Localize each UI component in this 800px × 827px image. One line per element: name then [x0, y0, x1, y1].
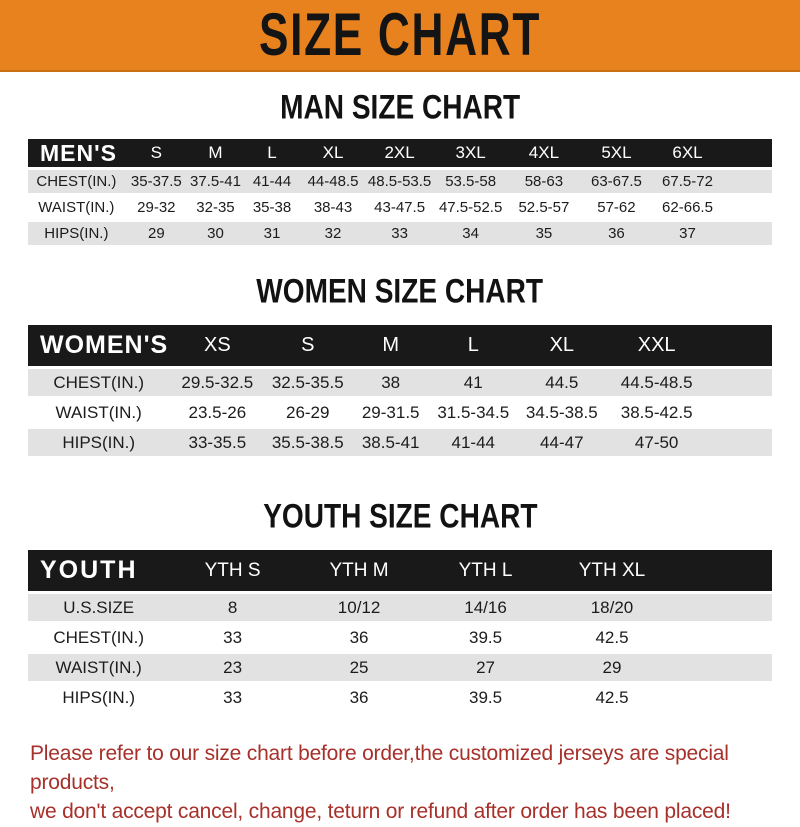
measurement-value-cell: 47-50	[608, 429, 705, 456]
measurement-value-cell: 32	[301, 222, 365, 245]
measurement-value-cell: 25	[296, 654, 422, 681]
measurement-value-cell: 31	[243, 222, 301, 245]
measurement-value-cell: 31.5-34.5	[431, 399, 515, 426]
size-column-header: L	[431, 325, 515, 366]
size-column-header: S	[265, 325, 350, 366]
measurement-value-cell: 38-43	[301, 196, 365, 219]
header-filler-cell	[705, 325, 772, 366]
size-column-header: XXL	[608, 325, 705, 366]
measurement-row-label: HIPS(IN.)	[28, 684, 169, 711]
size-column-header: 2XL	[365, 139, 434, 167]
row-filler-cell	[723, 222, 772, 245]
measurement-value-cell: 10/12	[296, 594, 422, 621]
note-line-2: we don't accept cancel, change, teturn or refund after order has been placed!	[30, 799, 731, 823]
measurement-value-cell: 63-67.5	[581, 170, 652, 193]
row-filler-cell	[675, 684, 772, 711]
size-column-header: M	[350, 325, 431, 366]
size-column-header: XL	[301, 139, 365, 167]
measurement-value-cell: 34	[434, 222, 507, 245]
measurement-row	[28, 170, 772, 193]
measurement-value-cell: 33	[365, 222, 434, 245]
measurement-row	[28, 429, 772, 456]
size-column-header: 3XL	[434, 139, 507, 167]
measurement-value-cell: 8	[169, 594, 295, 621]
measurement-value-cell: 27	[422, 654, 548, 681]
measurement-value-cell: 18/20	[549, 594, 675, 621]
measurement-value-cell: 44.5	[515, 369, 608, 396]
row-filler-cell	[675, 654, 772, 681]
note-line-1: Please refer to our size chart before order,the customized jerseys are special products,	[30, 742, 729, 794]
size-column-header: 6XL	[652, 139, 723, 167]
man-section-heading	[0, 72, 800, 136]
measurement-value-cell: 32.5-35.5	[265, 369, 350, 396]
measurement-value-cell: 44-47	[515, 429, 608, 456]
youth-size-table	[28, 547, 772, 714]
measurement-value-cell: 35.5-38.5	[265, 429, 350, 456]
header-filler-cell	[723, 139, 772, 167]
youth-section-heading	[0, 459, 800, 547]
measurement-value-cell: 37.5-41	[188, 170, 243, 193]
measurement-value-cell: 44.5-48.5	[608, 369, 705, 396]
measurement-value-cell: 58-63	[507, 170, 581, 193]
measurement-value-cell: 23	[169, 654, 295, 681]
measurement-value-cell: 26-29	[265, 399, 350, 426]
measurement-value-cell: 39.5	[422, 684, 548, 711]
measurement-row	[28, 684, 772, 711]
measurement-value-cell: 33	[169, 684, 295, 711]
size-header-row	[28, 550, 772, 591]
row-filler-cell	[675, 594, 772, 621]
measurement-value-cell: 34.5-38.5	[515, 399, 608, 426]
measurement-value-cell: 35-37.5	[125, 170, 188, 193]
measurement-value-cell: 41-44	[431, 429, 515, 456]
measurement-value-cell: 29	[125, 222, 188, 245]
measurement-row-label: HIPS(IN.)	[28, 429, 169, 456]
measurement-value-cell: 33-35.5	[169, 429, 265, 456]
women-section	[0, 248, 800, 459]
header-filler-cell	[675, 550, 772, 591]
row-filler-cell	[723, 170, 772, 193]
measurement-value-cell: 29-31.5	[350, 399, 431, 426]
size-column-header: 5XL	[581, 139, 652, 167]
row-filler-cell	[705, 369, 772, 396]
measurement-row	[28, 369, 772, 396]
youth-section	[0, 459, 800, 714]
measurement-row	[28, 222, 772, 245]
measurement-row	[28, 594, 772, 621]
measurement-value-cell: 38	[350, 369, 431, 396]
measurement-value-cell: 38.5-42.5	[608, 399, 705, 426]
size-header-row	[28, 325, 772, 366]
size-column-header: YTH L	[422, 550, 548, 591]
man-section-heading-text: MAN SIZE CHART	[280, 87, 520, 126]
measurement-value-cell: 42.5	[549, 624, 675, 651]
measurement-value-cell: 42.5	[549, 684, 675, 711]
measurement-row-label: WAIST(IN.)	[28, 399, 169, 426]
measurement-row-label: WAIST(IN.)	[28, 654, 169, 681]
order-note	[30, 740, 800, 827]
measurement-row	[28, 654, 772, 681]
size-column-header: S	[125, 139, 188, 167]
size-column-header: YTH XL	[549, 550, 675, 591]
measurement-value-cell: 36	[296, 624, 422, 651]
measurement-row-label: HIPS(IN.)	[28, 222, 125, 245]
size-header-row	[28, 139, 772, 167]
measurement-value-cell: 29.5-32.5	[169, 369, 265, 396]
row-filler-cell	[705, 399, 772, 426]
row-filler-cell	[675, 624, 772, 651]
women-section-heading-text: WOMEN SIZE CHART	[256, 271, 544, 310]
womens-size-table	[28, 322, 772, 459]
table-group-label: WOMEN'S	[28, 325, 169, 366]
measurement-value-cell: 35-38	[243, 196, 301, 219]
women-section-heading	[0, 248, 800, 322]
measurement-row	[28, 624, 772, 651]
measurement-value-cell: 29	[549, 654, 675, 681]
measurement-value-cell: 23.5-26	[169, 399, 265, 426]
measurement-row-label: CHEST(IN.)	[28, 624, 169, 651]
youth-section-heading-text: YOUTH SIZE CHART	[262, 496, 538, 535]
page-title-text: SIZE CHART	[258, 1, 542, 69]
measurement-value-cell: 48.5-53.5	[365, 170, 434, 193]
measurement-value-cell: 47.5-52.5	[434, 196, 507, 219]
measurement-value-cell: 41-44	[243, 170, 301, 193]
measurement-value-cell: 37	[652, 222, 723, 245]
measurement-value-cell: 41	[431, 369, 515, 396]
measurement-row-label: U.S.SIZE	[28, 594, 169, 621]
measurement-row-label: CHEST(IN.)	[28, 369, 169, 396]
measurement-value-cell: 35	[507, 222, 581, 245]
banner	[0, 0, 800, 72]
measurement-value-cell: 62-66.5	[652, 196, 723, 219]
measurement-value-cell: 67.5-72	[652, 170, 723, 193]
measurement-value-cell: 36	[296, 684, 422, 711]
measurement-row-label: CHEST(IN.)	[28, 170, 125, 193]
page-title	[228, 1, 572, 69]
table-group-label: MEN'S	[28, 139, 125, 167]
row-filler-cell	[723, 196, 772, 219]
measurement-row-label: WAIST(IN.)	[28, 196, 125, 219]
measurement-value-cell: 52.5-57	[507, 196, 581, 219]
measurement-value-cell: 39.5	[422, 624, 548, 651]
measurement-value-cell: 33	[169, 624, 295, 651]
measurement-value-cell: 57-62	[581, 196, 652, 219]
size-column-header: 4XL	[507, 139, 581, 167]
measurement-value-cell: 53.5-58	[434, 170, 507, 193]
size-column-header: L	[243, 139, 301, 167]
measurement-value-cell: 36	[581, 222, 652, 245]
size-column-header: M	[188, 139, 243, 167]
table-group-label: YOUTH	[28, 550, 169, 591]
size-column-header: YTH M	[296, 550, 422, 591]
measurement-value-cell: 30	[188, 222, 243, 245]
man-section	[0, 72, 800, 248]
measurement-row	[28, 196, 772, 219]
mens-size-table	[28, 136, 772, 248]
measurement-value-cell: 38.5-41	[350, 429, 431, 456]
measurement-value-cell: 44-48.5	[301, 170, 365, 193]
measurement-row	[28, 399, 772, 426]
measurement-value-cell: 43-47.5	[365, 196, 434, 219]
measurement-value-cell: 32-35	[188, 196, 243, 219]
size-column-header: YTH S	[169, 550, 295, 591]
size-column-header: XL	[515, 325, 608, 366]
measurement-value-cell: 14/16	[422, 594, 548, 621]
measurement-value-cell: 29-32	[125, 196, 188, 219]
row-filler-cell	[705, 429, 772, 456]
size-column-header: XS	[169, 325, 265, 366]
